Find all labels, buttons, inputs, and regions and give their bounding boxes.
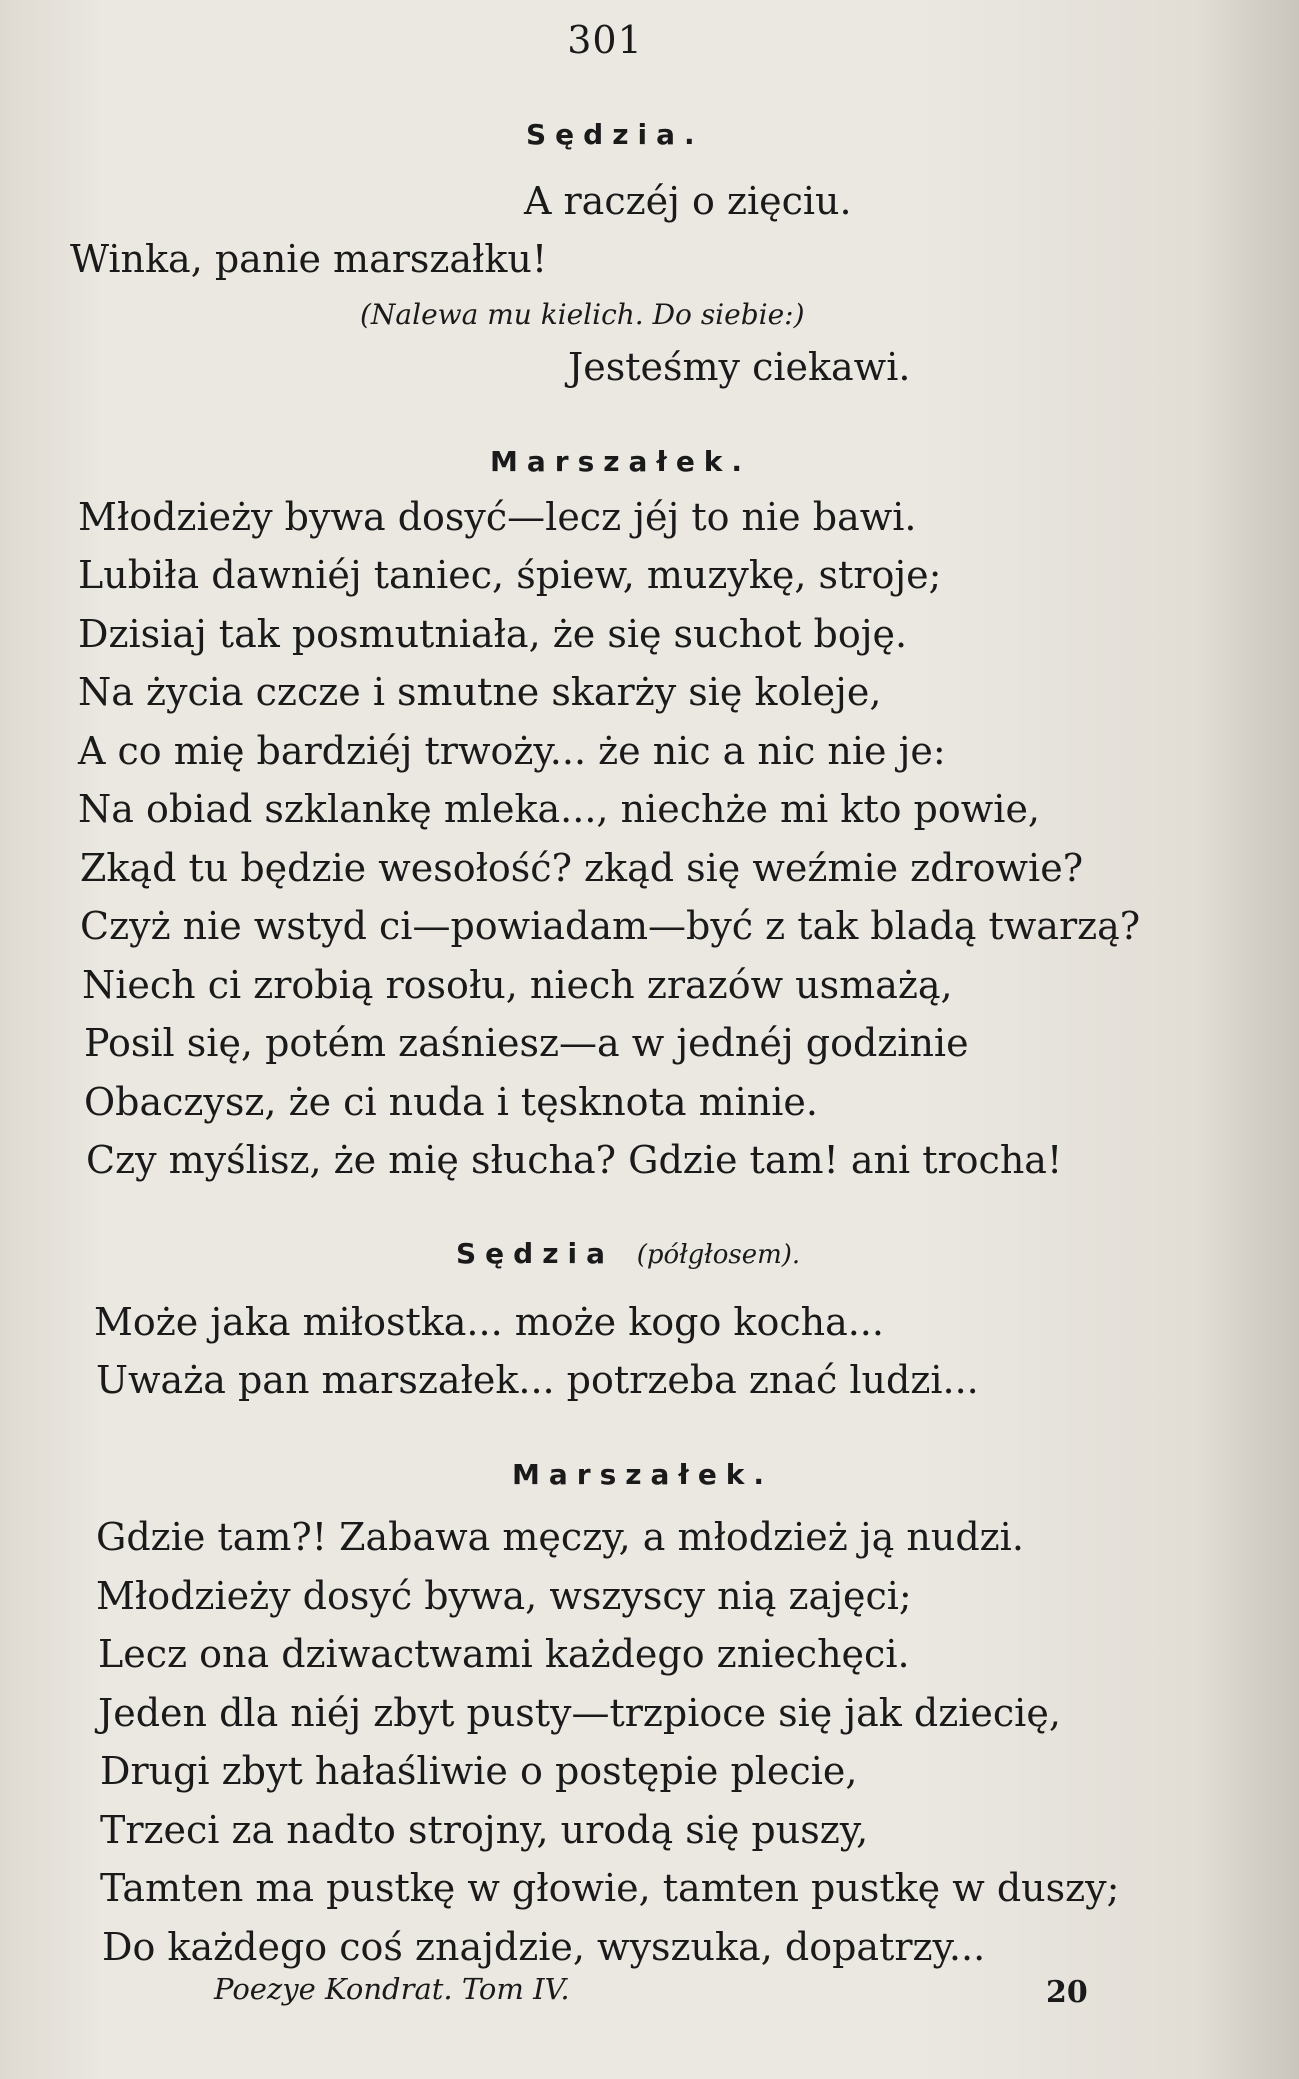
verse-line: Czy myślisz, że mię słucha? Gdzie tam! ani trocha! [86, 1138, 1063, 1182]
verse-line: Młodzieży dosyć bywa, wszyscy nią zajęci; [96, 1574, 912, 1618]
verse-line: Drugi zbyt hałaśliwie o postępie plecie, [100, 1749, 858, 1793]
verse-line: Do każdego coś znajdzie, wyszuka, dopatrzy... [102, 1925, 986, 1969]
verse-line: Tamten ma pustkę w głowie, tamten pustkę w duszy; [100, 1866, 1120, 1910]
verse-line: Lubiła dawniéj taniec, śpiew, muzykę, stroje; [78, 553, 942, 597]
verse-line: Dzisiaj tak posmutniała, że się suchot boję. [78, 612, 908, 656]
verse-line: Posil się, potém zaśniesz—a w jednéj godzinie [84, 1021, 969, 1065]
verse-line: Zkąd tu będzie wesołość? zkąd się weźmie zdrowie? [80, 846, 1084, 890]
verse-line: Na obiad szklankę mleka..., niechże mi kto powie, [78, 787, 1041, 831]
verse-line: Jesteśmy ciekawi. [568, 345, 911, 389]
footer-book-title: Poezye Kondrat. Tom IV. [214, 1972, 570, 2006]
verse-line: A raczéj o zięciu. [524, 179, 852, 223]
verse-line: Może jaka miłostka... może kogo kocha... [94, 1300, 884, 1344]
verse-line: Czyż nie wstyd ci—powiadam—być z tak bladą twarzą? [80, 904, 1141, 948]
verse-line: A co mię bardziéj trwoży... że nic a nic nie je: [78, 729, 946, 773]
footer-signature: 20 [1046, 1975, 1088, 2010]
speaker-aside: (półgłosem). [636, 1240, 801, 1270]
verse-line: Uważa pan marszałek... potrzeba znać ludzi... [96, 1358, 979, 1402]
page-number: 301 [567, 18, 643, 62]
speaker-name: Sędzia. [526, 118, 704, 151]
verse-line: Trzeci za nadto strojny, urodą się puszy, [100, 1808, 869, 1852]
speaker-name [456, 1237, 800, 1270]
verse-line: Gdzie tam?! Zabawa męczy, a młodzież ją nudzi. [96, 1515, 1024, 1559]
speaker-label: Sędzia [456, 1237, 614, 1270]
stage-direction: (Nalewa mu kielich. Do siebie:) [360, 298, 805, 331]
speaker-name: Marszałek. [490, 445, 752, 478]
verse-line: Młodzieży bywa dosyć—lecz jéj to nie bawi. [78, 495, 917, 539]
speaker-name: Marszałek. [512, 1458, 774, 1491]
verse-line: Lecz ona dziwactwami każdego zniechęci. [98, 1632, 910, 1676]
verse-line: Jeden dla niéj zbyt pusty—trzpioce się jak dziecię, [98, 1691, 1061, 1735]
verse-line: Niech ci zrobią rosołu, niech zrazów usmażą, [82, 963, 953, 1007]
verse-line: Winka, panie marszałku! [70, 237, 548, 281]
verse-line: Obaczysz, że ci nuda i tęsknota minie. [84, 1080, 818, 1124]
verse-line: Na życia czcze i smutne skarży się koleje, [78, 670, 882, 714]
